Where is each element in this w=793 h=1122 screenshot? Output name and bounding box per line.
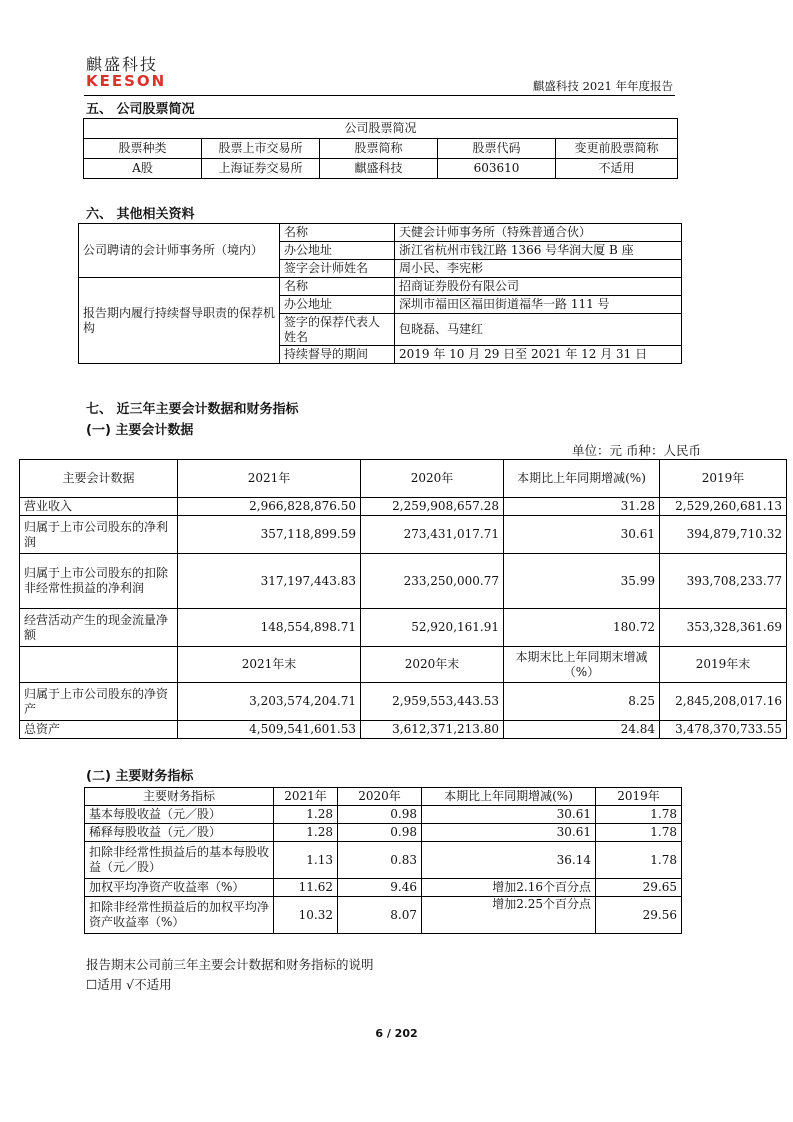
table-row-label: 归属于上市公司股东的净资产	[20, 683, 178, 721]
table-header: 股票简称	[320, 139, 438, 159]
table-header: 主要会计数据	[20, 460, 178, 498]
table-cell: 4,509,541,601.53	[178, 721, 361, 739]
table-cell: 增加2.16个百分点	[422, 879, 596, 897]
table-header: 股票上市交易所	[202, 139, 320, 159]
table-cell: 1.78	[596, 824, 682, 842]
table-cell: 2,959,553,443.53	[361, 683, 504, 721]
header-divider	[84, 95, 675, 96]
table-header: 2020年	[338, 788, 422, 806]
table-header: 2021年末	[178, 647, 361, 683]
stock-info-table	[83, 118, 678, 179]
stock-table-title: 公司股票简况	[84, 119, 678, 139]
table-header: 2021年	[274, 788, 338, 806]
table-cell: A股	[84, 159, 202, 179]
table-cell: 1.78	[596, 842, 682, 879]
table-cell: 2,529,260,681.13	[660, 498, 787, 516]
table-cell: 不适用	[556, 159, 678, 179]
section7-sub2: (二) 主要财务指标	[86, 769, 194, 784]
page-number: 6 / 202	[375, 1027, 418, 1040]
table-row-label: 经营活动产生的现金流量净额	[20, 609, 178, 647]
table-cell: 31.28	[504, 498, 660, 516]
table-cell: 148,554,898.71	[178, 609, 361, 647]
table-row-label: 总资产	[20, 721, 178, 739]
company-logo-cn: 麒盛科技	[86, 55, 159, 74]
section6-heading: 六、 其他相关资料	[86, 207, 195, 222]
table-cell: 签字会计师姓名	[280, 260, 395, 278]
unit-label: 单位：元 币种：人民币	[572, 443, 701, 458]
accounting-data-table	[19, 459, 787, 739]
table-row-label: 营业收入	[20, 498, 178, 516]
table-cell: 办公地址	[280, 242, 395, 260]
table-cell: 3,203,574,204.71	[178, 683, 361, 721]
table-cell: 180.72	[504, 609, 660, 647]
table-row-label: 归属于上市公司股东的净利润	[20, 516, 178, 554]
table-cell: 0.83	[338, 842, 422, 879]
table-cell: 增加2.25个百分点	[422, 897, 596, 934]
table-cell: 30.61	[422, 806, 596, 824]
table-cell: 11.62	[274, 879, 338, 897]
table-row-label: 基本每股收益（元／股）	[85, 806, 274, 824]
table-cell: 签字的保荐代表人姓名	[280, 314, 395, 346]
section7-heading: 七、 近三年主要会计数据和财务指标	[86, 402, 299, 417]
table-cell: 24.84	[504, 721, 660, 739]
table-cell: 36.14	[422, 842, 596, 879]
applicability-options: ☐适用 √不适用	[86, 977, 172, 992]
table-cell: 名称	[280, 224, 395, 242]
table-cell: 357,118,899.59	[178, 516, 361, 554]
table-header: 股票代码	[438, 139, 556, 159]
table-row-label: 加权平均净资产收益率（%）	[85, 879, 274, 897]
table-cell: 2,259,908,657.28	[361, 498, 504, 516]
table-cell: 603610	[438, 159, 556, 179]
table-header	[20, 647, 178, 683]
table-cell: 办公地址	[280, 296, 395, 314]
sponsor-label: 报告期内履行持续督导职责的保荐机构	[79, 278, 280, 364]
table-cell: 3,478,370,733.55	[660, 721, 787, 739]
table-cell: 包晓磊、马建红	[395, 314, 682, 346]
table-header: 本期比上年同期增减(%)	[504, 460, 660, 498]
accountant-label: 公司聘请的会计师事务所（境内）	[79, 224, 280, 278]
table-cell: 52,920,161.91	[361, 609, 504, 647]
table-cell: 持续督导的期间	[280, 346, 395, 364]
table-cell: 35.99	[504, 554, 660, 609]
table-cell: 0.98	[338, 806, 422, 824]
table-header: 变更前股票简称	[556, 139, 678, 159]
table-cell: 1.28	[274, 806, 338, 824]
table-row-label: 归属于上市公司股东的扣除非经常性损益的净利润	[20, 554, 178, 609]
table-cell: 2,845,208,017.16	[660, 683, 787, 721]
table-cell: 上海证券交易所	[202, 159, 320, 179]
table-cell: 周小民、李宪彬	[395, 260, 682, 278]
table-header: 2019年	[596, 788, 682, 806]
table-cell: 麒盛科技	[320, 159, 438, 179]
table-cell: 10.32	[274, 897, 338, 934]
table-header: 股票种类	[84, 139, 202, 159]
financial-indicators-table	[84, 787, 682, 934]
table-header: 本期末比上年同期末增减（%）	[504, 647, 660, 683]
table-cell: 名称	[280, 278, 395, 296]
table-row-label: 稀释每股收益（元／股）	[85, 824, 274, 842]
table-cell: 天健会计师事务所（特殊普通合伙）	[395, 224, 682, 242]
table-cell: 浙江省杭州市钱江路 1366 号华润大厦 B 座	[395, 242, 682, 260]
table-cell: 8.07	[338, 897, 422, 934]
table-cell: 1.78	[596, 806, 682, 824]
table-cell: 2019 年 10 月 29 日至 2021 年 12 月 31 日	[395, 346, 682, 364]
section5-heading: 五、 公司股票简况	[86, 102, 195, 117]
explanation-note: 报告期末公司前三年主要会计数据和财务指标的说明	[86, 957, 374, 972]
table-header: 2020年末	[361, 647, 504, 683]
report-title: 麒盛科技 2021 年年度报告	[532, 79, 673, 93]
table-cell: 0.98	[338, 824, 422, 842]
table-cell: 招商证券股份有限公司	[395, 278, 682, 296]
table-cell: 273,431,017.71	[361, 516, 504, 554]
table-header: 主要财务指标	[85, 788, 274, 806]
table-cell: 30.61	[504, 516, 660, 554]
table-cell: 394,879,710.32	[660, 516, 787, 554]
table-cell: 233,250,000.77	[361, 554, 504, 609]
section7-sub1: (一) 主要会计数据	[86, 423, 194, 438]
table-row-label: 扣除非经常性损益后的加权平均净资产收益率（%）	[85, 897, 274, 934]
other-info-table	[78, 223, 682, 364]
table-cell: 393,708,233.77	[660, 554, 787, 609]
table-cell: 30.61	[422, 824, 596, 842]
table-header: 本期比上年同期增减(%)	[422, 788, 596, 806]
table-row-label: 扣除非经常性损益后的基本每股收益（元／股）	[85, 842, 274, 879]
table-header: 2019年末	[660, 647, 787, 683]
table-header: 2020年	[361, 460, 504, 498]
table-cell: 9.46	[338, 879, 422, 897]
table-cell: 深圳市福田区福田街道福华一路 111 号	[395, 296, 682, 314]
table-cell: 29.56	[596, 897, 682, 934]
table-cell: 1.28	[274, 824, 338, 842]
table-cell: 1.13	[274, 842, 338, 879]
table-cell: 353,328,361.69	[660, 609, 787, 647]
table-cell: 317,197,443.83	[178, 554, 361, 609]
table-header: 2019年	[660, 460, 787, 498]
table-cell: 8.25	[504, 683, 660, 721]
table-cell: 3,612,371,213.80	[361, 721, 504, 739]
company-logo-en: KEESON	[86, 72, 167, 90]
table-header: 2021年	[178, 460, 361, 498]
table-cell: 29.65	[596, 879, 682, 897]
table-cell: 2,966,828,876.50	[178, 498, 361, 516]
